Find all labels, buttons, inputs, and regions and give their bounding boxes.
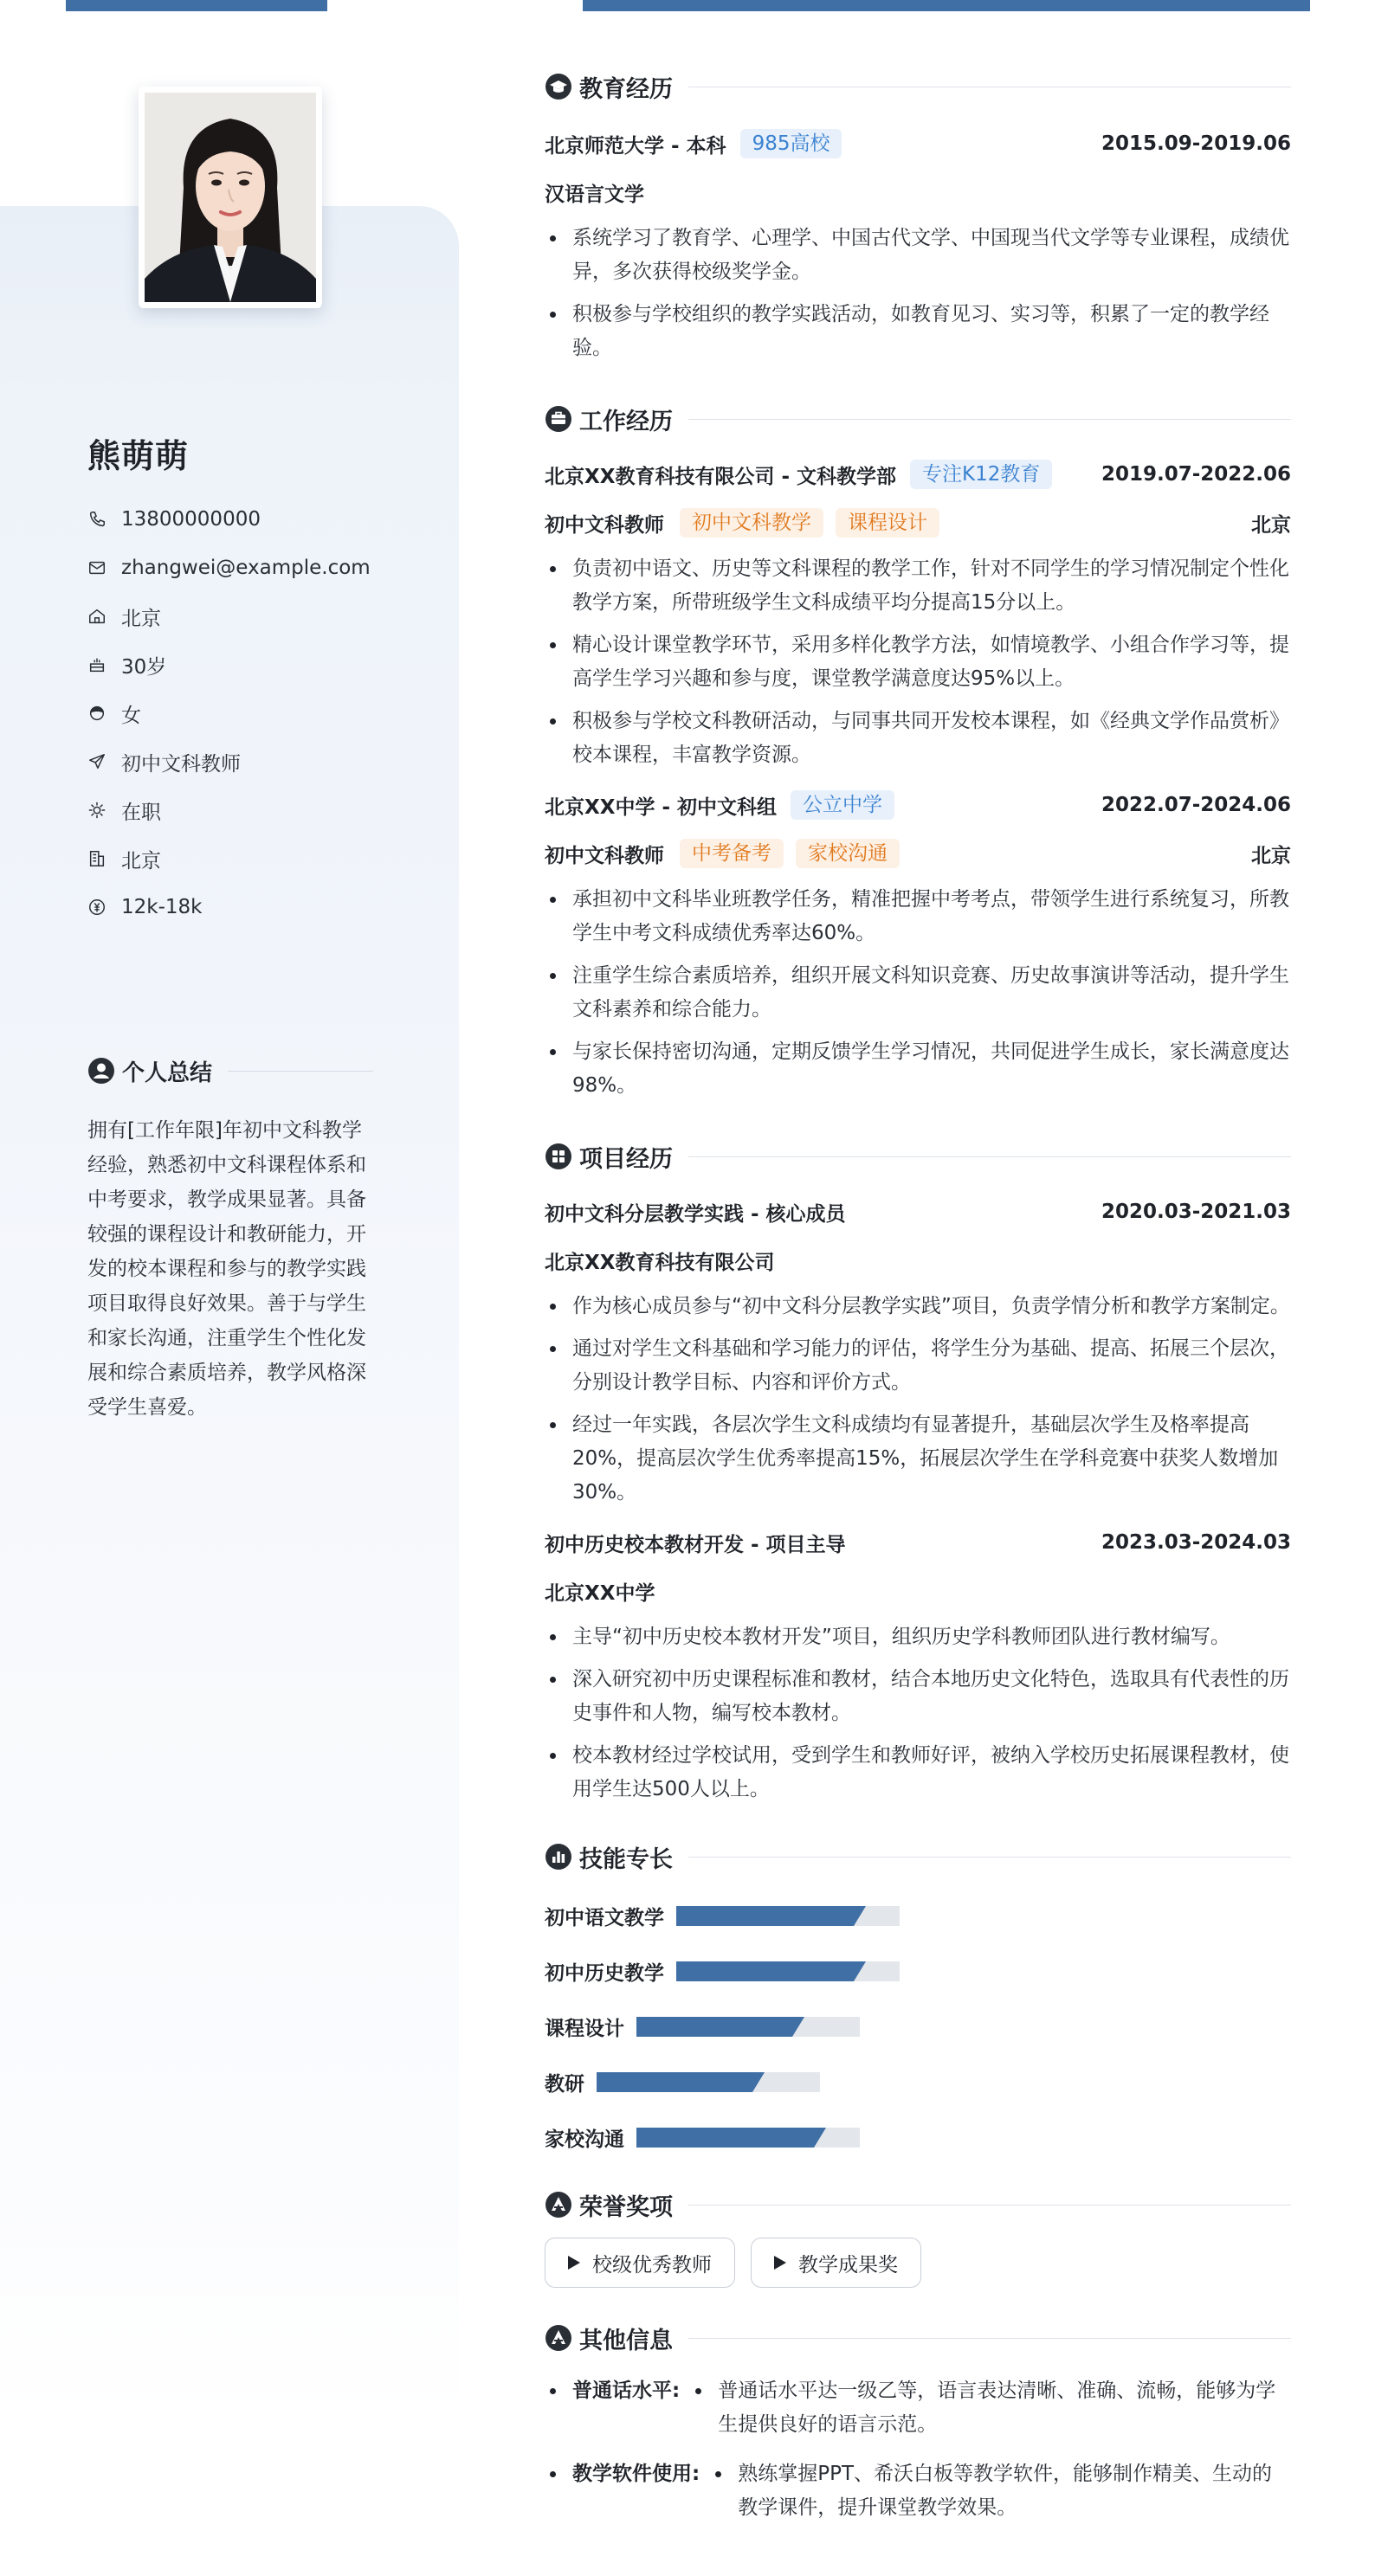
job-city: 北京 xyxy=(1251,844,1291,867)
section-heading xyxy=(545,1132,1291,1181)
summary-text: 拥有[工作年限]年初中文科教学经验，熟悉初中文科课程体系和中考要求，教学成果显著。具备较强的课程设计和教研能力，开发的校本课程和参与的教学实践项目取得良好效果。善于与学生和家长沟通，注重学生个性化发展和综合素质培养，教学风格深受学生喜爱。 xyxy=(87,1119,366,1419)
list-item: 校本教材经过学校试用，受到学生和教师好评，被纳入学校历史拓展课程教材，使用学生达500人以上。 xyxy=(545,1739,1291,1806)
other-label: 普通话水平: xyxy=(572,2380,681,2402)
contact-text: 北京 xyxy=(121,849,161,873)
contact-text: 女 xyxy=(121,704,141,727)
top-accent-bar-right xyxy=(583,0,1310,11)
phone-icon xyxy=(87,510,107,529)
contact-text: 30岁 xyxy=(121,655,167,679)
top-accent-bar-left xyxy=(66,0,327,11)
section-heading xyxy=(545,395,1291,443)
list-item: 系统学习了教育学、心理学、中国古代文学、中国现当代文学等专业课程，成绩优异，多次获得校级奖学金。 xyxy=(545,222,1291,289)
play-icon xyxy=(774,2256,786,2270)
contact-text: zhangwei@example.com xyxy=(121,557,371,579)
skill-bar-fill xyxy=(597,2072,752,2092)
section-title: 技能专长 xyxy=(579,1845,673,1873)
contact-text: 北京 xyxy=(121,607,161,630)
award-icon xyxy=(545,2191,572,2219)
contact-phone xyxy=(87,495,399,544)
list-item: 作为核心成员参与“初中文科分层教学实践”项目，负责学情分析和教学方案制定。 xyxy=(545,1290,1291,1323)
divider xyxy=(228,1071,373,1072)
job-role-row xyxy=(545,499,1291,547)
list-item: 负责初中语文、历史等文科课程的教学工作，针对不同学生的学习情况制定个性化教学方案，所带班级学生文科成绩平均分提高15分以上。 xyxy=(545,552,1291,620)
list-item: 经过一年实践，各层次学生文科成绩均有显著提升，基础层次学生及格率提高20%，提高层次学生优秀率提高15%，拓展层次学生在学科竞赛中获奖人数增加30%。 xyxy=(545,1408,1291,1510)
education-bullets xyxy=(545,222,1291,365)
other-item xyxy=(545,2457,1291,2525)
award-name: 教学成果奖 xyxy=(798,2253,898,2277)
other-section xyxy=(545,2314,1291,2525)
job-entry xyxy=(545,450,1291,772)
section-heading xyxy=(545,62,1291,111)
project-bullets xyxy=(545,1290,1291,1510)
job-bullets xyxy=(545,883,1291,1103)
project-org-row xyxy=(545,1567,1291,1615)
skill-bar-fill xyxy=(636,2017,792,2037)
other-value: 熟练掌握PPT、希沃白板等教学软件，能够制作精美、生动的教学课件，提升课堂教学效果。 xyxy=(710,2457,1291,2525)
awards-list xyxy=(545,2238,1291,2288)
profile-photo-frame xyxy=(139,87,322,308)
contact-list xyxy=(87,495,399,931)
skill-item xyxy=(545,1999,928,2054)
major: 汉语言文学 xyxy=(545,183,644,206)
play-icon xyxy=(568,2256,580,2270)
list-item: 与家长保持密切沟通，定期反馈学生学习情况，共同促进学生成长，家长满意度达98%。 xyxy=(545,1035,1291,1103)
contact-email xyxy=(87,544,399,592)
mail-icon xyxy=(87,558,107,577)
section-heading xyxy=(545,2314,1291,2362)
skill-bar xyxy=(636,2128,860,2148)
skill-item xyxy=(545,2109,928,2165)
contact-position xyxy=(87,737,399,786)
skill-item xyxy=(545,1943,928,1999)
skill-tag: 初中文科教学 xyxy=(680,508,823,538)
award-badge xyxy=(545,2238,735,2288)
home-icon xyxy=(87,607,107,626)
job-city: 北京 xyxy=(1251,513,1291,537)
send-icon xyxy=(87,752,107,771)
job-role: 初中文科教师 xyxy=(545,844,664,867)
skill-bar-fill xyxy=(636,2128,814,2148)
list-item: 通过对学生文科基础和学习能力的评估，将学生分为基础、提高、拓展三个层次，分别设计教学目标、内容和评价方式。 xyxy=(545,1332,1291,1400)
project-org: 北京XX中学 xyxy=(545,1581,655,1605)
job-header-row xyxy=(545,781,1291,829)
section-title: 项目经历 xyxy=(579,1145,673,1173)
project-entry xyxy=(545,1188,1291,1510)
project-date: 2020.03-2021.03 xyxy=(1101,1201,1291,1223)
list-item: 承担初中文科毕业班教学任务，精准把握中考考点，带领学生进行系统复习，所教学生中考文科成绩优秀率达60%。 xyxy=(545,883,1291,950)
company-name: 北京XX教育科技有限公司 - 文科教学部 xyxy=(545,465,897,488)
skill-name: 初中语文教学 xyxy=(545,1906,664,1929)
project-name: 初中历史校本教材开发 - 项目主导 xyxy=(545,1533,846,1556)
skill-name: 教研 xyxy=(545,2072,584,2096)
project-date: 2023.03-2024.03 xyxy=(1101,1531,1291,1554)
education-header-row xyxy=(545,119,1291,168)
project-entry xyxy=(545,1518,1291,1806)
cake-icon xyxy=(87,655,107,674)
list-item: 精心设计课堂教学环节，采用多样化教学方法，如情境教学、小组合作学习等，提高学生学习兴趣和参与度，课堂教学满意度达95%以上。 xyxy=(545,628,1291,696)
project-name: 初中文科分层教学实践 - 核心成员 xyxy=(545,1202,846,1226)
job-date: 2022.07-2024.06 xyxy=(1101,794,1291,816)
contact-text: 初中文科教师 xyxy=(121,752,241,776)
section-title: 荣誉奖项 xyxy=(579,2193,673,2221)
other-list xyxy=(545,2374,1291,2525)
salary-icon xyxy=(87,898,107,917)
list-item: 注重学生综合素质培养，组织开展文科知识竞赛、历史故事演讲等活动，提升学生文科素养和综合能力。 xyxy=(545,959,1291,1027)
work-section xyxy=(545,395,1291,1103)
company-name: 北京XX中学 - 初中文科组 xyxy=(545,795,778,819)
skill-name: 课程设计 xyxy=(545,2017,624,2040)
skill-item xyxy=(545,2054,928,2109)
education-section xyxy=(545,62,1291,365)
projects-section xyxy=(545,1132,1291,1806)
company-tag: 公立中学 xyxy=(791,790,894,820)
project-org-row xyxy=(545,1236,1291,1285)
contact-text: 13800000000 xyxy=(121,508,261,531)
divider xyxy=(688,1156,1291,1157)
job-bullets xyxy=(545,552,1291,772)
education-major-row xyxy=(545,168,1291,216)
skill-bar xyxy=(597,2072,820,2092)
job-role-row xyxy=(545,829,1291,878)
summary-title: 个人总结 xyxy=(122,1059,213,1086)
summary-heading xyxy=(87,1053,373,1088)
contact-home xyxy=(87,592,399,641)
contact-text: 在职 xyxy=(121,801,161,824)
project-header-row xyxy=(545,1518,1291,1567)
profile-photo xyxy=(145,93,316,302)
list-item: 主导“初中历史校本教材开发”项目，组织历史学科教师团队进行教材编写。 xyxy=(545,1620,1291,1654)
skill-item xyxy=(545,1888,928,1943)
user-icon xyxy=(87,1057,115,1085)
main-content xyxy=(545,62,1291,2541)
skill-bar xyxy=(676,1961,900,1981)
contact-age xyxy=(87,641,399,689)
skill-tag: 课程设计 xyxy=(836,508,939,538)
divider xyxy=(688,419,1291,420)
building-icon xyxy=(87,849,107,868)
divider xyxy=(688,1857,1291,1858)
contact-city xyxy=(87,834,399,883)
education-date: 2015.09-2019.06 xyxy=(1101,132,1291,155)
job-entry xyxy=(545,781,1291,1103)
info-icon xyxy=(545,2324,572,2352)
project-org: 北京XX教育科技有限公司 xyxy=(545,1251,775,1274)
school-name: 北京师范大学 - 本科 xyxy=(545,134,726,158)
skills-list xyxy=(545,1888,1291,2165)
list-item: 积极参与学校组织的教学实践活动，如教育见习、实习等，积累了一定的教学经验。 xyxy=(545,298,1291,365)
job-header-row xyxy=(545,450,1291,499)
company-tag: 专注K12教育 xyxy=(910,460,1052,489)
section-title: 教育经历 xyxy=(579,75,673,103)
section-title: 其他信息 xyxy=(579,2327,673,2354)
skill-name: 家校沟通 xyxy=(545,2128,624,2151)
section-heading xyxy=(545,2180,1291,2229)
award-badge xyxy=(751,2238,921,2288)
contact-status xyxy=(87,786,399,834)
briefcase-icon xyxy=(545,405,572,433)
list-item: 积极参与学校文科教研活动，与同事共同开发校本课程，如《经典文学作品赏析》校本课程，丰富教学资源。 xyxy=(545,705,1291,772)
contact-text: 12k-18k xyxy=(121,896,203,918)
divider xyxy=(688,2205,1291,2206)
skill-bar-fill xyxy=(676,1961,854,1981)
school-tag: 985高校 xyxy=(740,129,842,158)
section-heading xyxy=(545,1832,1291,1881)
other-value: 普通话水平达一级乙等，语言表达清晰、准确、流畅，能够为学生提供良好的语言示范。 xyxy=(690,2374,1291,2442)
divider xyxy=(688,2338,1291,2339)
project-header-row xyxy=(545,1188,1291,1236)
awards-section xyxy=(545,2180,1291,2288)
skill-bar-fill xyxy=(676,1906,854,1926)
skills-section xyxy=(545,1832,1291,2165)
other-item xyxy=(545,2374,1291,2442)
other-label: 教学软件使用: xyxy=(572,2463,700,2485)
gender-icon xyxy=(87,704,107,723)
contact-salary xyxy=(87,883,399,931)
status-icon xyxy=(87,801,107,820)
skill-tag: 家校沟通 xyxy=(796,839,900,868)
job-date: 2019.07-2022.06 xyxy=(1101,463,1291,486)
bar-chart-icon xyxy=(545,1843,572,1871)
award-name: 校级优秀教师 xyxy=(592,2253,712,2277)
contact-gender xyxy=(87,689,399,737)
job-role: 初中文科教师 xyxy=(545,513,664,537)
list-item: 深入研究初中历史课程标准和教材，结合本地历史文化特色，选取具有代表性的历史事件和人物，编写校本教材。 xyxy=(545,1663,1291,1730)
project-bullets xyxy=(545,1620,1291,1806)
skill-bar xyxy=(636,2017,860,2037)
section-title: 工作经历 xyxy=(579,408,673,435)
skill-bar xyxy=(676,1906,900,1926)
skill-name: 初中历史教学 xyxy=(545,1961,664,1985)
grid-icon xyxy=(545,1143,572,1170)
candidate-name: 熊萌萌 xyxy=(87,437,190,475)
graduation-cap-icon xyxy=(545,73,572,100)
skill-tag: 中考备考 xyxy=(680,839,784,868)
